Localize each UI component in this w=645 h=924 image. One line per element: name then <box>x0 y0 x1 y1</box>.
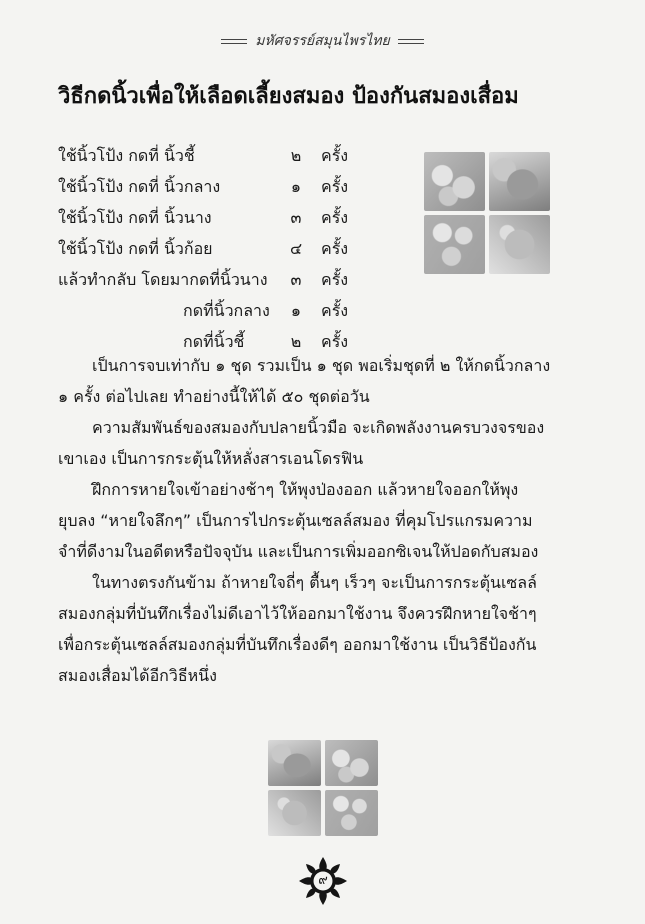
step-row <box>58 233 368 264</box>
step-action: ใช้นิ้วโป้ง กดที่ นิ้วชี้ <box>58 146 195 165</box>
step-action: ใช้นิ้วโป้ง กดที่ นิ้วก้อย <box>58 239 213 258</box>
fruit-photo-tile <box>325 790 378 836</box>
paragraph-line: สมองเสื่อมได้อีกวิธีหนึ่ง <box>58 666 217 685</box>
running-header <box>0 30 645 52</box>
step-count: ๑ <box>290 177 302 196</box>
step-action: กดที่นิ้วชี้ <box>183 332 245 351</box>
article-title: วิธีกดนิ้วเพื่อให้เลือดเลี้ยงสมอง ป้องกันสมองเสื่อม <box>58 84 519 109</box>
step-count: ๓ <box>290 208 302 227</box>
fruit-photo-tile <box>424 152 485 211</box>
step-row <box>58 171 368 202</box>
fruit-photo-tile <box>424 215 485 274</box>
step-action: ใช้นิ้วโป้ง กดที่ นิ้วกลาง <box>58 177 221 196</box>
step-count: ๓ <box>290 270 302 289</box>
step-count: ๒ <box>290 146 302 165</box>
header-rule-left <box>221 39 247 44</box>
step-unit: ครั้ง <box>321 177 349 196</box>
fruit-collage-image <box>268 740 378 836</box>
step-row <box>58 264 368 295</box>
paragraph-line: สมองกลุ่มที่บันทึกเรื่องไม่ดีเอาไว้ให้ออกมาใช้งาน จึงควรฝึกหายใจช้าๆ <box>58 604 537 623</box>
paragraph-line: เป็นการจบเท่ากับ ๑ ชุด รวมเป็น ๑ ชุด พอเริ่มชุดที่ ๒ ให้กดนิ้วกลาง <box>92 356 551 375</box>
fruit-photo-tile <box>489 215 550 274</box>
pressing-steps <box>58 140 368 357</box>
running-title: มหัศจรรย์สมุนไพรไทย <box>255 33 390 49</box>
step-unit: ครั้ง <box>321 239 349 258</box>
paragraph-line: ในทางตรงกันข้าม ถ้าหายใจถี่ๆ ตื้นๆ เร็วๆ จะเป็นการกระตุ้นเซลล์ <box>92 573 537 592</box>
fruit-photo-tile <box>489 152 550 211</box>
page-number: ๙ <box>318 873 328 888</box>
step-unit: ครั้ง <box>321 301 349 320</box>
paragraph-line: ความสัมพันธ์ของสมองกับปลายนิ้วมือ จะเกิดพลังงานครบวงจรของ <box>92 418 545 437</box>
paragraph-line: เพื่อกระตุ้นเซลล์สมองกลุ่มที่บันทึกเรื่องดีๆ ออกมาใช้งาน เป็นวิธีป้องกัน <box>58 635 537 654</box>
step-action: แล้วทำกลับ โดยมากดที่นิ้วนาง <box>58 270 268 289</box>
step-unit: ครั้ง <box>321 270 349 289</box>
step-action: กดที่นิ้วกลาง <box>183 301 270 320</box>
step-unit: ครั้ง <box>321 146 349 165</box>
article-body <box>58 350 590 691</box>
paragraph-line: ยุบลง “หายใจลึกๆ” เป็นการไปกระตุ้นเซลล์สมอง ที่คุมโปรแกรมความ <box>58 511 533 530</box>
paragraph-line: ฝึกการหายใจเข้าอย่างช้าๆ ให้พุงป่องออก แล้วหายใจออกให้พุง <box>92 480 519 499</box>
step-unit: ครั้ง <box>321 332 349 351</box>
paragraph-line: เขาเอง เป็นการกระตุ้นให้หลั่งสารเอนโดรฟิน <box>58 449 364 468</box>
step-row <box>58 140 368 171</box>
step-row <box>58 202 368 233</box>
paragraph-line: จำที่ดีงามในอดีตหรือปัจจุบัน และเป็นการเพิ่มออกซิเจนให้ปอดกับสมอง <box>58 542 539 561</box>
paragraph-line: ๑ ครั้ง ต่อไปเลย ทำอย่างนี้ให้ได้ ๕๐ ชุดต่อวัน <box>58 387 370 406</box>
step-row <box>58 295 368 326</box>
step-count: ๔ <box>289 239 303 258</box>
fruit-photo-tile <box>325 740 378 786</box>
step-count: ๒ <box>290 332 302 351</box>
fruit-collage-image <box>424 152 550 274</box>
step-count: ๑ <box>290 301 302 320</box>
page-number-ornament <box>297 855 349 907</box>
header-rule-right <box>398 39 424 44</box>
fruit-photo-tile <box>268 740 321 786</box>
step-unit: ครั้ง <box>321 208 349 227</box>
fruit-photo-tile <box>268 790 321 836</box>
step-action: ใช้นิ้วโป้ง กดที่ นิ้วนาง <box>58 208 212 227</box>
